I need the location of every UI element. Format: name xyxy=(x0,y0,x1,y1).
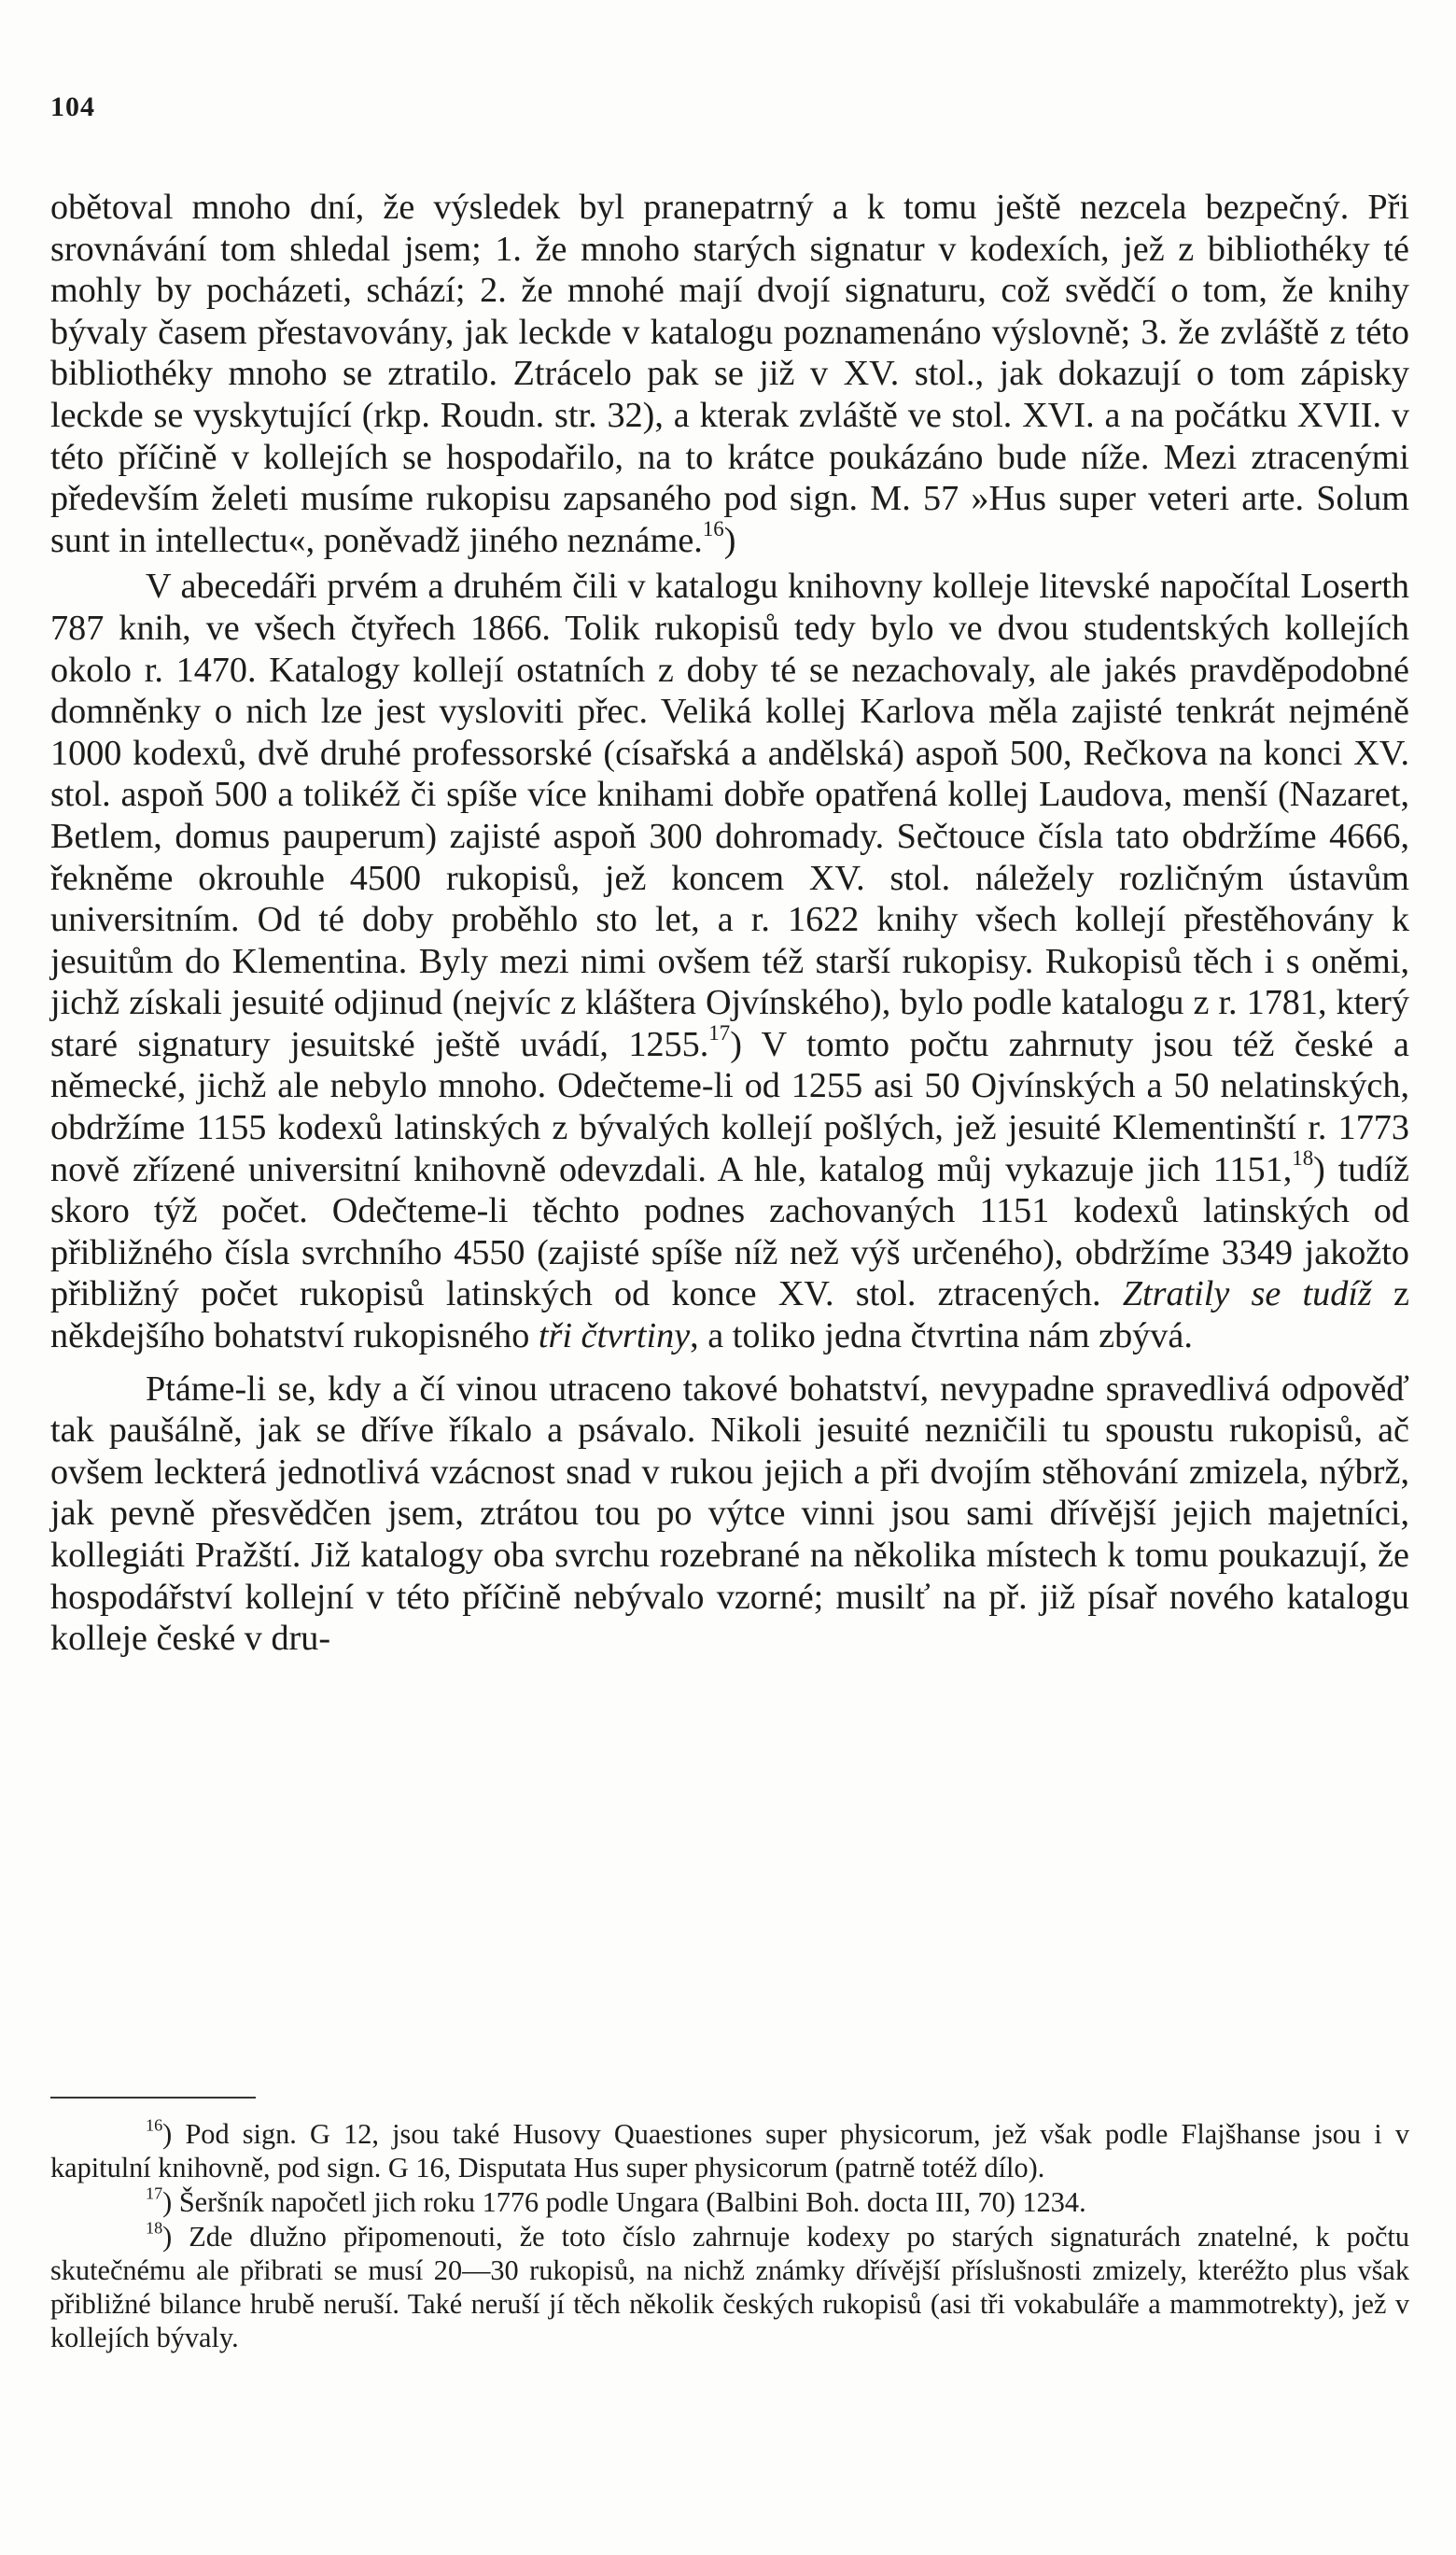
paragraph-3 xyxy=(50,1369,1409,1660)
footnote-17-number: 17 xyxy=(146,2183,163,2203)
footnote-16-text: ) Pod sign. G 12, jsou také Husovy Quaestiones super physicorum, jež však podle Flajšhanse jsou i v kapitulní knihovně, pod sign. G 16, Disputata Hus super physicorum (patrně totéž dílo). xyxy=(50,2118,1409,2183)
footnote-divider xyxy=(50,2097,256,2099)
footnote-ref-18: 18 xyxy=(1292,1145,1314,1170)
paragraph-1-text: obětoval mnoho dní, že výsledek byl pranepatrný a k tomu ještě nezcela bezpečný. Při srovnávání tom shledal jsem; 1. že mnoho starých signatur v kodexích, jež z bibliothéky té mohly by pocházeti, schází; 2. že mnohé mají dvojí signaturu, což svědčí o tom, že knihy bývaly časem přestavovány, jak leckde v katalogu poznamenáno výslovně; 3. že zvláště z této bibliothéky mnoho se ztratilo. Ztrácelo pak se již v XV. stol., jak dokazují o tom zápisky leckde se vyskytující (rkp. Roudn. str. 32), a kterak zvláště ve stol. XVI. a na počátku XVII. v této příčině v kollejích se hospodařilo, na to krátce poukázáno bude níže. Mezi ztracenými především želeti musíme rukopisu zapsaného pod sign. M. 57 »Hus super veteri arte. Solum sunt in intellectu«, poněvadž jiného neznáme. xyxy=(50,188,1409,560)
paragraph-2-part-e: , a toliko jedna čtvrtina nám zbývá. xyxy=(690,1316,1193,1356)
footnote-17-text: ) Šeršník napočetl jich roku 1776 podle Ungara (Balbini Boh. docta III, 70) 1234. xyxy=(162,2186,1086,2218)
footnote-16-number: 16 xyxy=(146,2115,163,2135)
footnote-17 xyxy=(50,2185,1409,2219)
paragraph-2-part-b: ) V tomto počtu zahrnuty jsou též české a německé, jichž ale nebylo mnoho. Odečteme-li od 1255 asi 50 Ojvínských a 50 nelatinských, obdržíme 1155 kodexů latinských z bývalých kollejí pošlých, jež jesuité Klementinští r. 1773 nově zřízené universitní knihovně odevzdali. A hle, katalog můj vykazuje jich 1151, xyxy=(50,1024,1409,1189)
paragraph-2-part-d: z někdejšího bohatství rukopisného xyxy=(50,1274,1409,1356)
paragraph-2-part-c: ) tudíž skoro týž počet. Odečteme-li těchto podnes zachovaných 1151 kodexů latinských od přibližného čísla svrchního 4550 (zajisté spíše níž než výš určeného), obdržíme 3349 jakožto přibližný počet rukopisů latinských od konce XV. stol. ztracených. xyxy=(50,1149,1409,1314)
italic-phrase-1: Ztratily se tudíž xyxy=(1122,1274,1372,1314)
page-number: 104 xyxy=(50,91,95,122)
footnote-ref-17: 17 xyxy=(708,1020,731,1045)
italic-phrase-2: tři čtvrtiny xyxy=(538,1316,691,1356)
paragraph-2-part-a: V abecedáři prvém a druhém čili v katalogu knihovny kolleje litevské napočítal Loserth 787 knih, ve všech čtyřech 1866. Tolik rukopisů tedy bylo ve dvou studentských kollejích okolo r. 1470. Katalogy kollejí ostatních z doby té se nezachovaly, ale jakés pravděpodobné domněnky o nich lze jest vysloviti přec. Veliká kollej Karlova měla zajisté tenkrát nejméně 1000 kodexů, dvě druhé professorské (císařská a andělská) aspoň 500, Rečkova na konci XV. stol. aspoň 500 a tolikéž či spíše více knihami dobře opatřená kollej Laudova, menší (Nazaret, Betlem, domus pauperum) zajisté aspoň 300 dohromady. Sečtouce čísla tato obdržíme 4666, řekněme okrouhle 4500 rukopisů, jež koncem XV. stol. náležely rozličným ústavům universitním. Od té doby proběhlo sto let, a r. 1622 knihy všech kollejí přestěhovány k jesuitům do Klementina. Byly mezi nimi ovšem též starší rukopisy. Rukopisů těch i s oněmi, jichž získali jesuité odjinud (nejvíc z kláštera Ojvínského), bylo podle katalogu z r. 1781, který staré signatury jesuitské ještě uvádí, 1255. xyxy=(50,567,1409,1064)
footnote-16 xyxy=(50,2117,1409,2184)
main-text xyxy=(50,187,1409,1660)
footnotes xyxy=(50,2117,1409,2355)
paragraph-2 xyxy=(50,566,1409,1356)
paragraph-1 xyxy=(50,187,1409,561)
footnote-18 xyxy=(50,2220,1409,2354)
footnote-18-number: 18 xyxy=(146,2218,163,2238)
paragraph-1-end: ) xyxy=(723,520,736,560)
footnote-18-text: ) Zde dlužno připomenouti, že toto číslo zahrnuje kodexy po starých signaturách znatelné, k počtu skutečnému ale přibrati se musí 20—30 rukopisů, na nichž známky dřívější příslušnosti zmizely, kteréžto plus však přibližné bilance hrubě neruší. Také neruší jí těch několik českých rukopisů (asi tři vokabuláře a mammotrekty), jež v kollejích bývaly. xyxy=(50,2221,1409,2353)
footnote-ref-16: 16 xyxy=(702,516,724,540)
paragraph-3-text: Ptáme-li se, kdy a čí vinou utraceno takové bohatství, nevypadne spravedlivá odpověď tak paušálně, jak se dříve říkalo a psávalo. Nikoli jesuité nezničili tu spoustu rukopisů, ač ovšem leckterá jednotlivá vzácnost snad v rukou jejich a při dvojím stěhování zmizela, nýbrž, jak pevně přesvědčen jsem, ztrátou tou po výtce vinni jsou sami dřívější jejich majetníci, kollegiáti Pražští. Již katalogy oba svrchu rozebrané na několika místech k tomu poukazují, že hospodářství kollejní v této příčině nebývalo vzorné; musilť na př. již písař nového katalogu kolleje české v dru- xyxy=(50,1369,1409,1659)
